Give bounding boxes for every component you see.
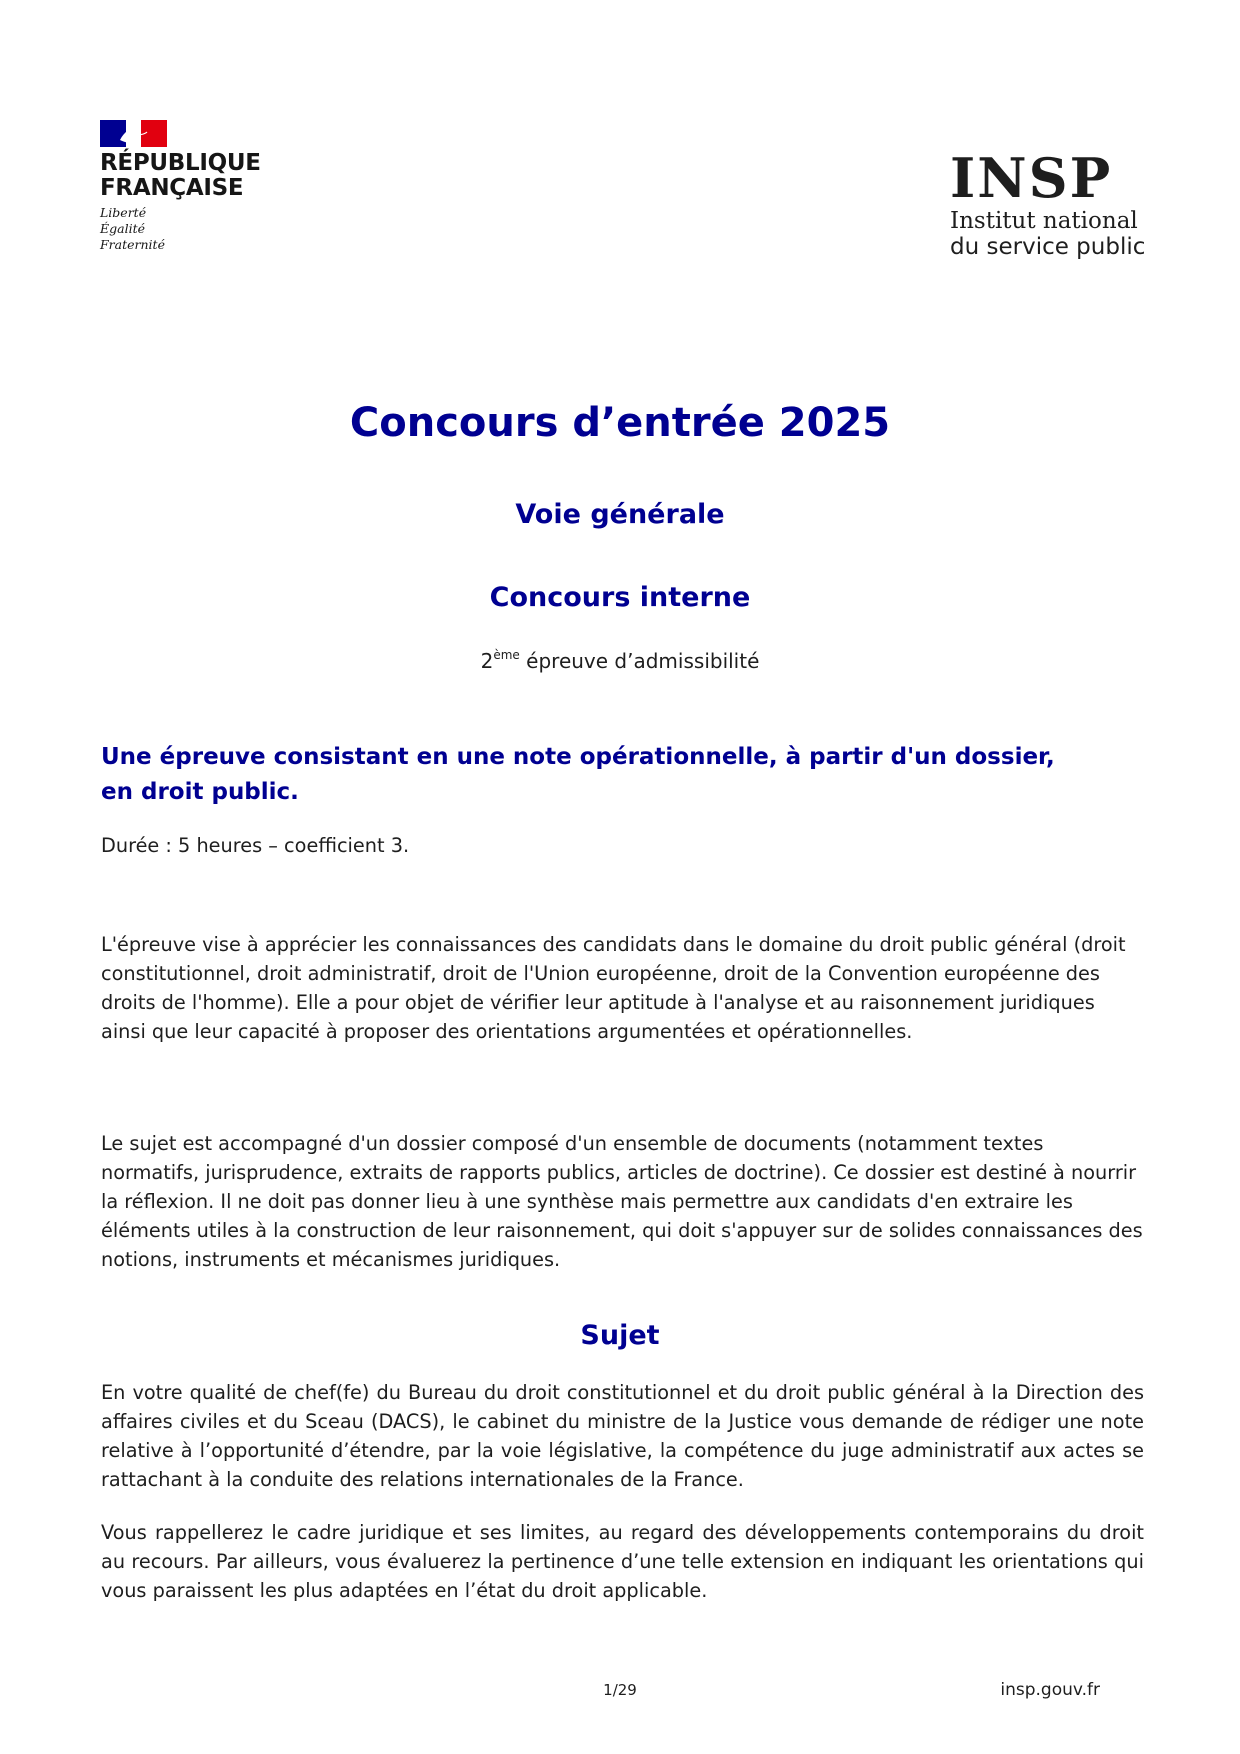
exam-label: épreuve d’admissibilité: [519, 649, 760, 673]
republique-francaise-logo: [100, 120, 261, 253]
exam-description-paragraph: L'épreuve vise à apprécier les connaissances des candidats dans le domaine du droit public général (droit constitutionnel, droit administratif, droit de l'Union européenne, droit de la Convention européenne des droits de l'homme). Elle a pour objet de vérifier leur aptitude à l'analyse et au raisonnement juridiques ainsi que leur capacité à proposer des orientations argumentées et opérationnelles.: [101, 933, 1126, 1043]
insp-acronym: INSP: [950, 146, 1113, 210]
exam-duration: Durée : 5 heures – coefficient 3.: [101, 834, 410, 857]
footer-website: insp.gouv.fr: [1000, 1680, 1100, 1700]
dossier-description-paragraph: Le sujet est accompagné d'un dossier composé d'un ensemble de documents (notamment textes normatifs, jurisprudence, extraits de rapports publics, articles de doctrine). Ce dossier est destiné à nourrir la réflexion. Il ne doit pas donner lieu à une synthèse mais permettre aux candidats d'en extraire les éléments utiles à la construction de leur raisonnement, qui doit s'appuyer sur de solides connaissances des notions, instruments et mécanismes juridiques.: [101, 1132, 1143, 1271]
subject-title: Sujet: [580, 1320, 660, 1351]
motto-fraternite: Fraternité: [100, 237, 165, 252]
subject-paragraph-1: En votre qualité de chef(fe) du Bureau du droit constitutionnel et du droit public général à la Direction des affaires civiles et du Sceau (DACS), le cabinet du ministre de la Justice vous demande de rédiger une note relative à l’opportunité d’étendre, par la voie législative, la compétence du juge administratif aux actes se rattachant à la conduite des relations internationales de la France.: [101, 1381, 1144, 1491]
exam-heading: Une épreuve consistant en une note opérationnelle, à partir d'un dossier, en droit public.: [101, 744, 1055, 805]
exam-ordinal: 2: [480, 649, 494, 673]
insp-name-line2: du service public: [950, 234, 1146, 260]
exam-subtitle: [0, 640, 1240, 676]
exam-ordinal-suffix: ème: [493, 648, 520, 662]
competition-title: Concours interne: [489, 582, 751, 613]
subject-paragraph-2: Vous rappellerez le cadre juridique et ses limites, au regard des développements contemporains du droit au recours. Par ailleurs, vous évaluerez la pertinence d’une telle extension en indiquant les orientations qui vous paraissent les plus adaptées en l’état du droit applicable.: [101, 1521, 1144, 1602]
republic-name-line1: RÉPUBLIQUE: [100, 150, 261, 176]
insp-name-line1: Institut national: [950, 208, 1138, 234]
document-title: Concours d’entrée 2025: [349, 400, 891, 446]
track-title: Voie générale: [515, 499, 725, 530]
page-number: 1/29: [603, 1681, 637, 1699]
marianne-flag-icon: [100, 120, 167, 147]
motto-egalite: Égalité: [100, 221, 145, 236]
motto-liberte: Liberté: [100, 205, 147, 220]
republic-name-line2: FRANÇAISE: [100, 175, 244, 201]
insp-logo: [950, 146, 1146, 260]
